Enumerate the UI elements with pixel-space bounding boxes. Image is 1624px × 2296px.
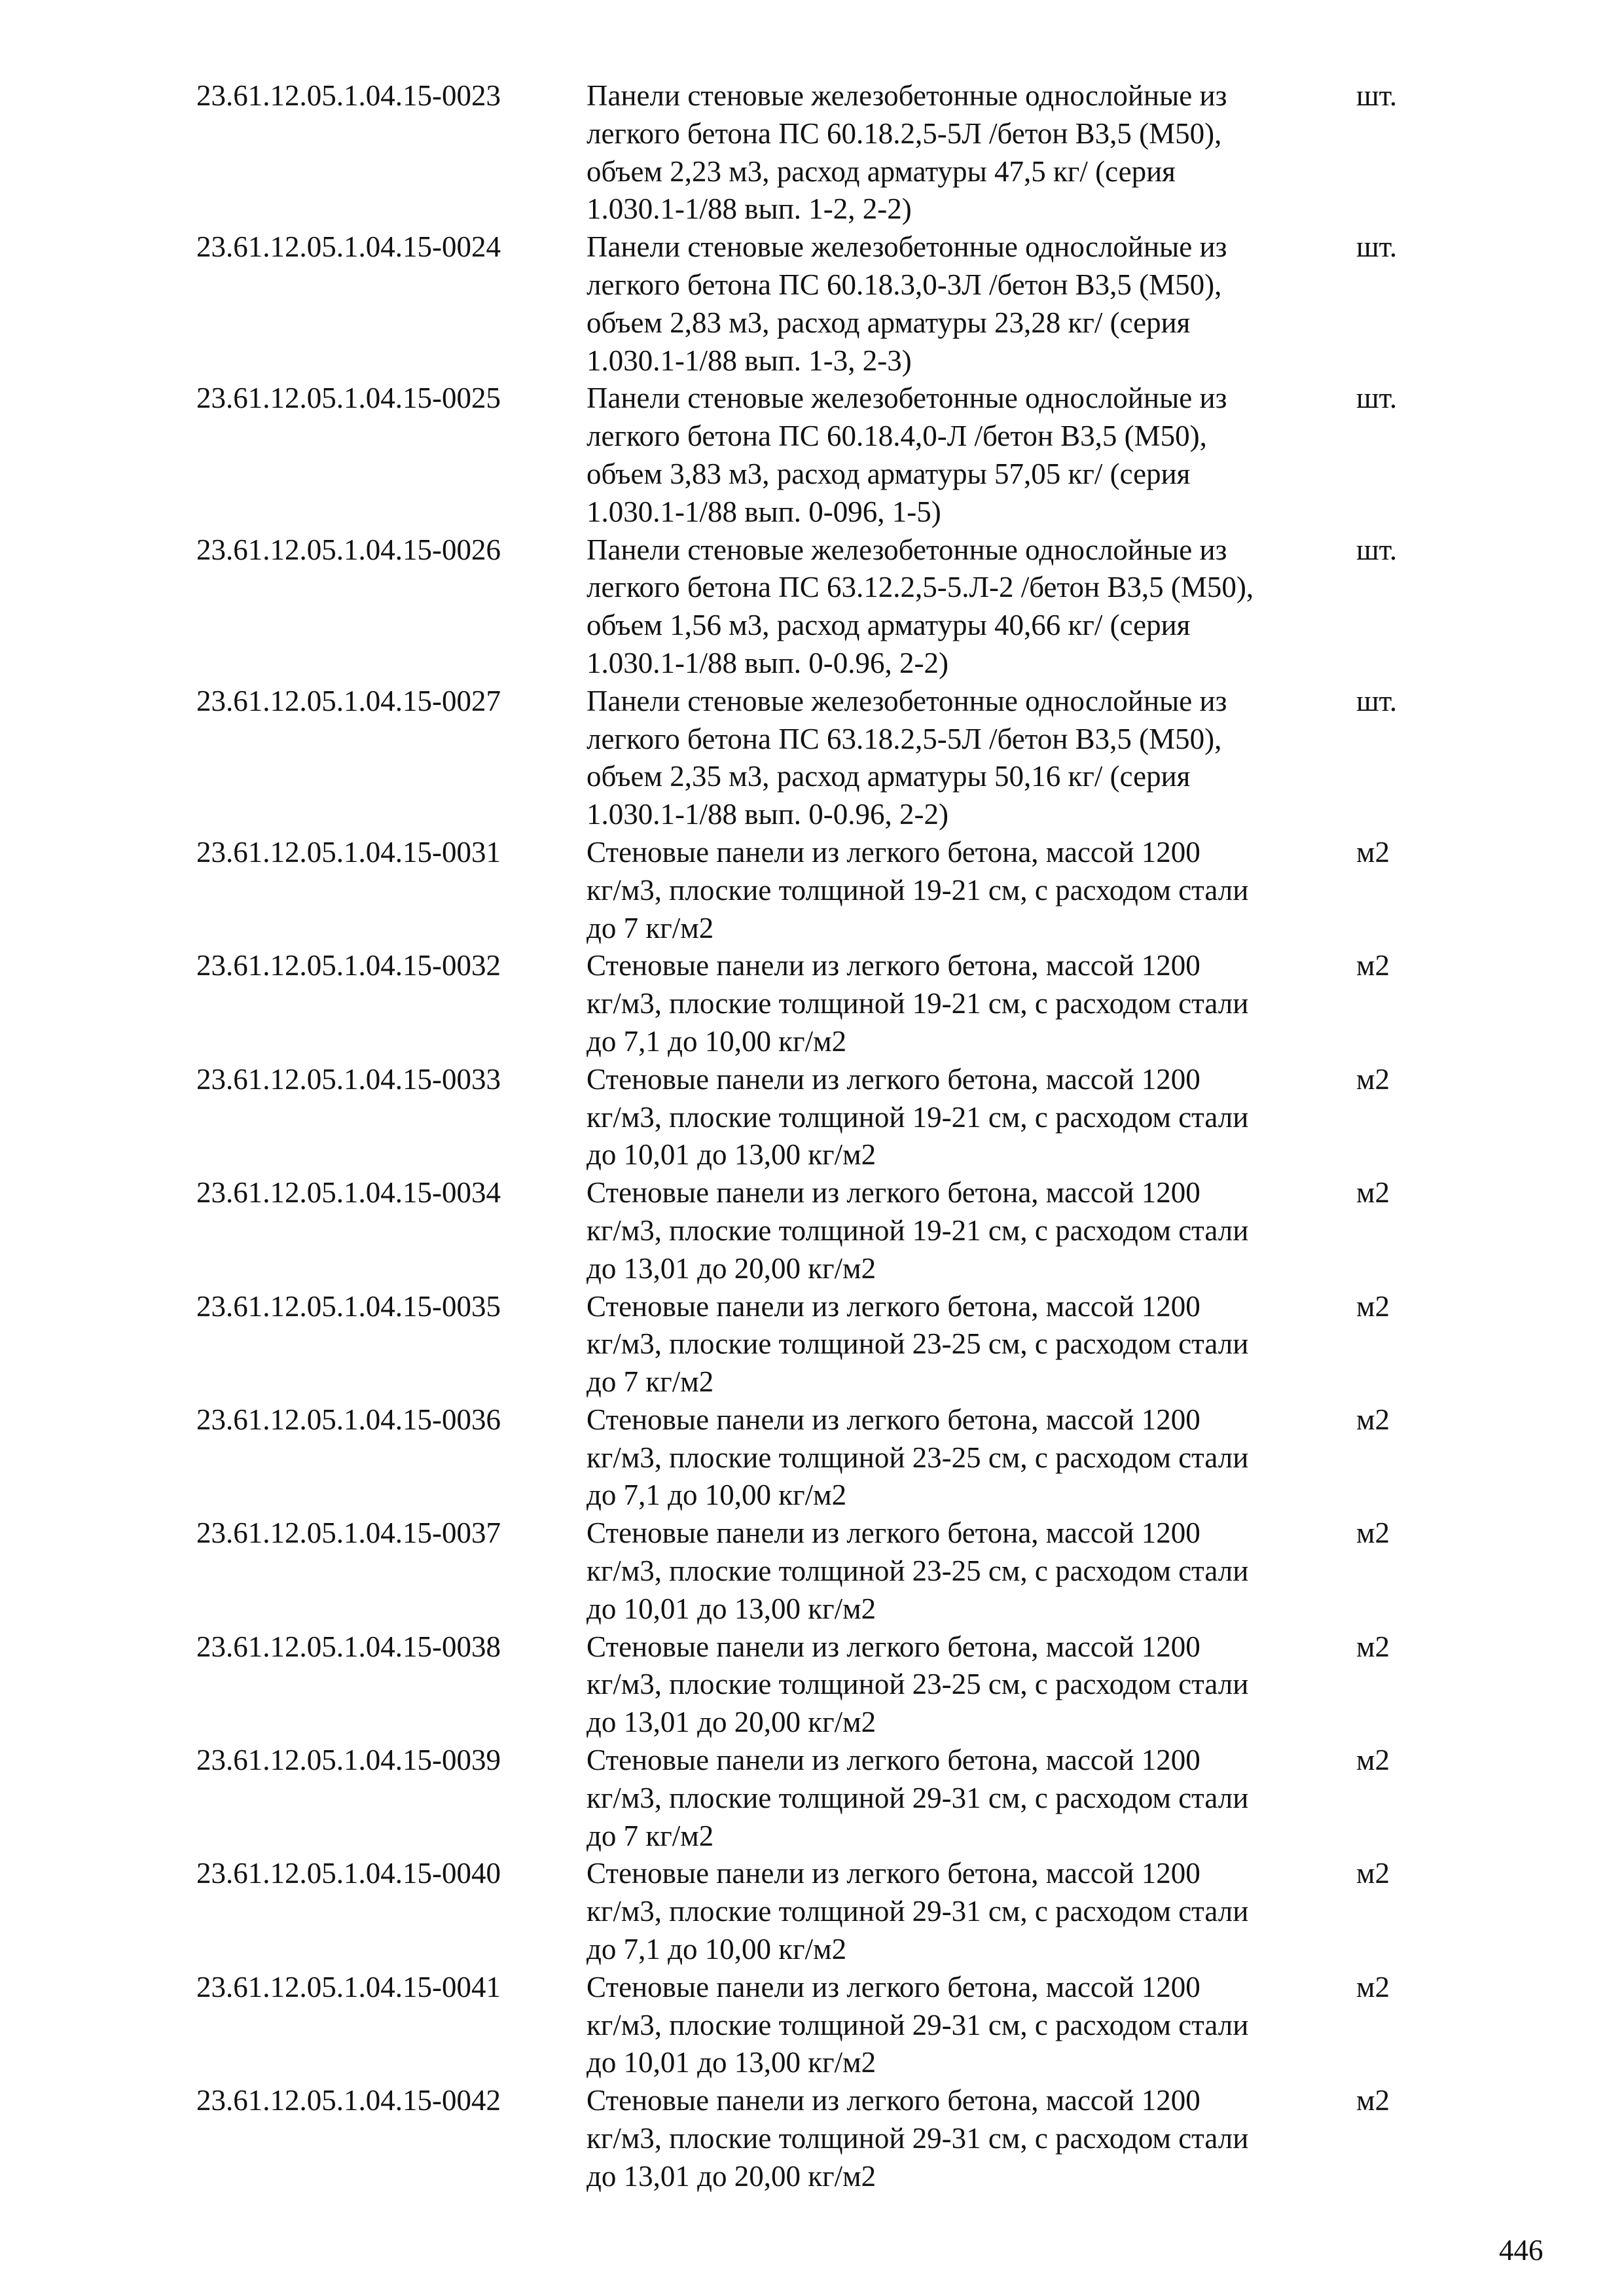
item-unit: м2 [1356,1289,1390,1323]
item-code: 23.61.12.05.1.04.15-0024 [196,230,501,264]
item-unit: м2 [1356,1176,1390,1210]
item-unit: шт. [1356,684,1398,717]
item-code: 23.61.12.05.1.04.15-0036 [196,1403,501,1436]
table-row [196,2082,1440,2195]
item-description: Стеновые панели из легкого бетона, массой 1200 кг/м3, плоские толщиной 19-21 см, с расходом стали до 7,1 до 10,00 кг/м2 [586,949,1249,1058]
item-description: Стеновые панели из легкого бетона, массой 1200 кг/м3, плоские толщиной 23-25 см, с расходом стали до 10,01 до 13,00 кг/м2 [586,1516,1249,1625]
table-row [196,1855,1440,1968]
item-unit: шт. [1356,382,1398,415]
item-description: Стеновые панели из легкого бетона, массой 1200 кг/м3, плоские толщиной 23-25 см, с расходом стали до 7,1 до 10,00 кг/м2 [586,1403,1249,1512]
item-description: Стеновые панели из легкого бетона, массой 1200 кг/м3, плоские толщиной 29-31 см, с расходом стали до 7,1 до 10,00 кг/м2 [586,1857,1249,1966]
item-description: Стеновые панели из легкого бетона, массой 1200 кг/м3, плоские толщиной 23-25 см, с расходом стали до 13,01 до 20,00 кг/м2 [586,1630,1249,1739]
item-code: 23.61.12.05.1.04.15-0032 [196,949,501,982]
item-code: 23.61.12.05.1.04.15-0039 [196,1744,501,1777]
table-row [196,380,1440,531]
item-description: Стеновые панели из легкого бетона, массой 1200 кг/м3, плоские толщиной 23-25 см, с расходом стали до 7 кг/м2 [586,1289,1249,1399]
table-row [196,1174,1440,1287]
table-row [196,531,1440,683]
item-code: 23.61.12.05.1.04.15-0033 [196,1062,501,1096]
item-code: 23.61.12.05.1.04.15-0034 [196,1176,501,1210]
table-row [196,683,1440,834]
item-code: 23.61.12.05.1.04.15-0027 [196,684,501,717]
item-description: Стеновые панели из легкого бетона, массой 1200 кг/м3, плоские толщиной 29-31 см, с расходом стали до 10,01 до 13,00 кг/м2 [586,1970,1249,2079]
item-code: 23.61.12.05.1.04.15-0025 [196,382,501,415]
item-description: Панели стеновые железобетонные однослойные из легкого бетона ПС 63.12.2,5-5.Л-2 /бетон B3,5 (M50), объем 1,56 м3, расход арматуры 40,66 кг/ (серия 1.030.1-1/88 вып. 0-0.96, 2-2) [586,533,1254,679]
item-code: 23.61.12.05.1.04.15-0026 [196,533,501,566]
item-code: 23.61.12.05.1.04.15-0038 [196,1630,501,1663]
item-description: Панели стеновые железобетонные однослойные из легкого бетона ПС 60.18.4,0-Л /бетон B3,5 (M50), объем 3,83 м3, расход арматуры 57,05 кг/ (серия 1.030.1-1/88 вып. 0-096, 1-5) [586,382,1227,528]
item-unit: м2 [1356,2084,1390,2117]
item-description: Стеновые панели из легкого бетона, массой 1200 кг/м3, плоские толщиной 19-21 см, с расходом стали до 10,01 до 13,00 кг/м2 [586,1062,1249,1172]
item-unit: м2 [1356,1516,1390,1550]
price-list-table [196,77,1440,2196]
item-description: Стеновые панели из легкого бетона, массой 1200 кг/м3, плоские толщиной 19-21 см, с расходом стали до 7 кг/м2 [586,835,1249,944]
item-code: 23.61.12.05.1.04.15-0031 [196,835,501,869]
item-code: 23.61.12.05.1.04.15-0035 [196,1289,501,1323]
item-code: 23.61.12.05.1.04.15-0040 [196,1857,501,1890]
item-description: Стеновые панели из легкого бетона, массой 1200 кг/м3, плоские толщиной 29-31 см, с расходом стали до 13,01 до 20,00 кг/м2 [586,2084,1249,2193]
item-description: Стеновые панели из легкого бетона, массой 1200 кг/м3, плоские толщиной 29-31 см, с расходом стали до 7 кг/м2 [586,1744,1249,1852]
table-row [196,1061,1440,1174]
table-row [196,1288,1440,1401]
item-unit: м2 [1356,1970,1390,2003]
item-unit: шт. [1356,230,1398,264]
table-row [196,1742,1440,1855]
item-description: Панели стеновые железобетонные однослойные из легкого бетона ПС 60.18.3,0-3Л /бетон B3,5 (M50), объем 2,83 м3, расход арматуры 23,28 кг/ (серия 1.030.1-1/88 вып. 1-3, 2-3) [586,230,1227,377]
table-row [196,1628,1440,1742]
table-row [196,947,1440,1060]
page-number: 446 [1499,2234,1543,2267]
item-unit: м2 [1356,949,1390,982]
item-unit: м2 [1356,1403,1390,1436]
item-unit: м2 [1356,1857,1390,1890]
item-unit: шт. [1356,79,1398,112]
table-row [196,1969,1440,2082]
item-unit: шт. [1356,533,1398,566]
item-unit: м2 [1356,835,1390,869]
item-unit: м2 [1356,1630,1390,1663]
item-description: Панели стеновые железобетонные однослойные из легкого бетона ПС 63.18.2,5-5Л /бетон B3,5 (M50), объем 2,35 м3, расход арматуры 50,16 кг/ (серия 1.030.1-1/88 вып. 0-0.96, 2-2) [586,684,1227,831]
item-code: 23.61.12.05.1.04.15-0041 [196,1970,501,2003]
item-code: 23.61.12.05.1.04.15-0037 [196,1516,501,1550]
table-row [196,228,1440,380]
table-row [196,1401,1440,1515]
item-unit: м2 [1356,1744,1390,1777]
item-code: 23.61.12.05.1.04.15-0023 [196,79,501,112]
item-code: 23.61.12.05.1.04.15-0042 [196,2084,501,2117]
table-row [196,834,1440,947]
table-row [196,1515,1440,1628]
item-unit: м2 [1356,1062,1390,1096]
item-description: Панели стеновые железобетонные однослойные из легкого бетона ПС 60.18.2,5-5Л /бетон B3,5 (M50), объем 2,23 м3, расход арматуры 47,5 кг/ (серия 1.030.1-1/88 вып. 1-2, 2-2) [586,79,1227,226]
item-description: Стеновые панели из легкого бетона, массой 1200 кг/м3, плоские толщиной 19-21 см, с расходом стали до 13,01 до 20,00 кг/м2 [586,1176,1249,1285]
table-row [196,77,1440,228]
